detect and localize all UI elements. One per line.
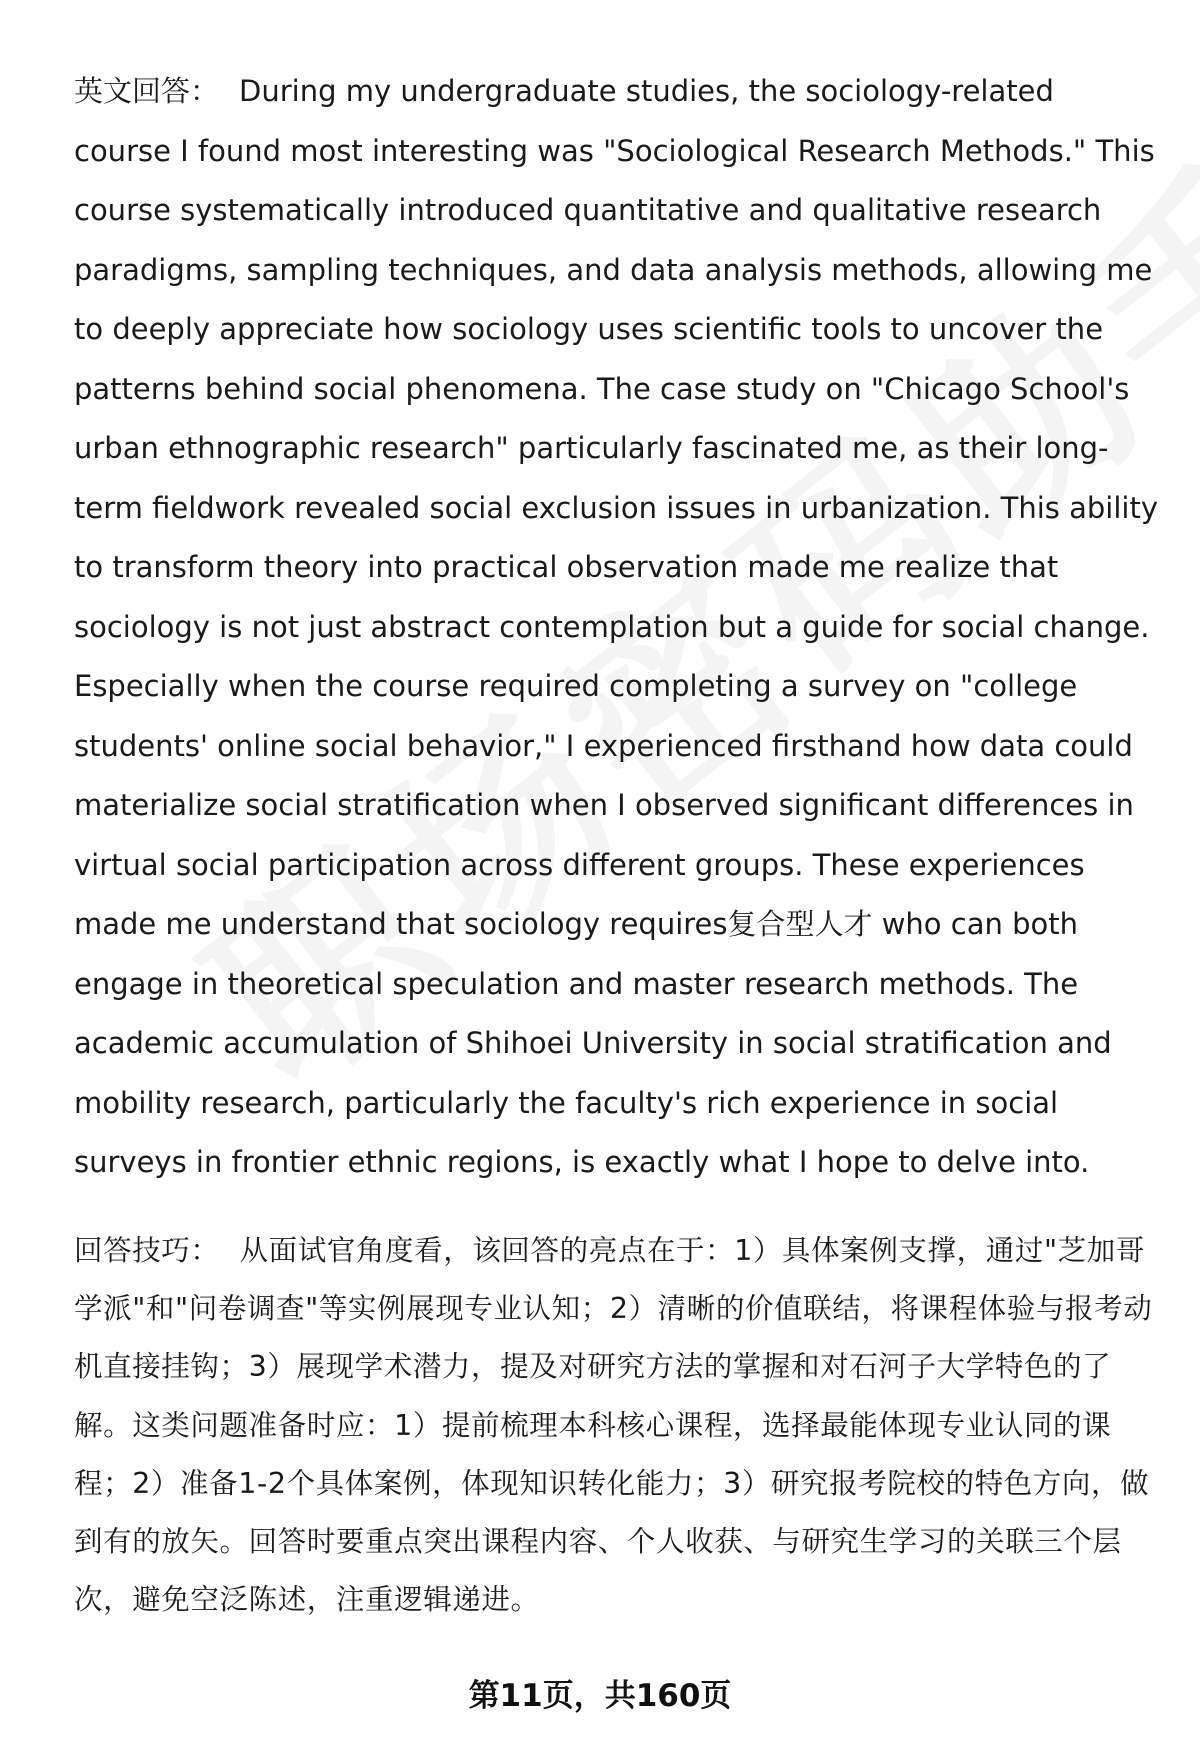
english-answer-text: During my undergraduate studies, the sociology-related course I found most interesting was "Sociological Research Methods." This course systematically introduced quantitative and qualitative research paradigms, sampling techniques, and data analysis methods, allowing me to deeply appreciate how sociology uses scientific tools to uncover the patterns behind social phenomena. The case study on "Chicago School's urban ethnographic research" particularly fascinated me, as their long-term fieldwork revealed social exclusion issues in urbanization. This ability to transform theory into practical observation made me realize that sociology is not just abstract contemplation but a guide for social change. Especially when the course required completing a survey on "college students' online social behavior," I experienced firsthand how data could materialize social stratification when I observed significant differences in virtual social participation across different groups. These experiences made me understand that sociology requires复合型人才 who can both engage in theoretical speculation and master research methods. The academic accumulation of Shihoei University in social stratification and mobility research, particularly the faculty's rich experience in social surveys in frontier ethnic regions, is exactly what I hope to delve into. bbox=[74, 74, 1159, 1179]
english-answer-paragraph bbox=[74, 62, 1159, 1193]
english-answer-label: 英文回答： bbox=[74, 74, 220, 108]
answer-tips-paragraph bbox=[74, 1222, 1159, 1629]
answer-tips-label: 回答技巧： bbox=[74, 1234, 220, 1267]
page-number: 第11页，共160页 bbox=[468, 1678, 732, 1714]
answer-tips-text: 从面试官角度看，该回答的亮点在于：1）具体案例支撑，通过"芝加哥学派"和"问卷调查"等实例展现专业认知；2）清晰的价值联结，将课程体验与报考动机直接挂钩；3）展现学术潜力，提及对研究方法的掌握和对石河子大学特色的了解。这类问题准备时应：1）提前梳理本科核心课程，选择最能体现专业认同的课程；2）准备1-2个具体案例，体现知识转化能力；3）研究报考院校的特色方向，做到有的放矢。回答时要重点突出课程内容、个人收获、与研究生学习的关联三个层次，避免空泛陈述，注重逻辑递进。 bbox=[74, 1234, 1153, 1617]
